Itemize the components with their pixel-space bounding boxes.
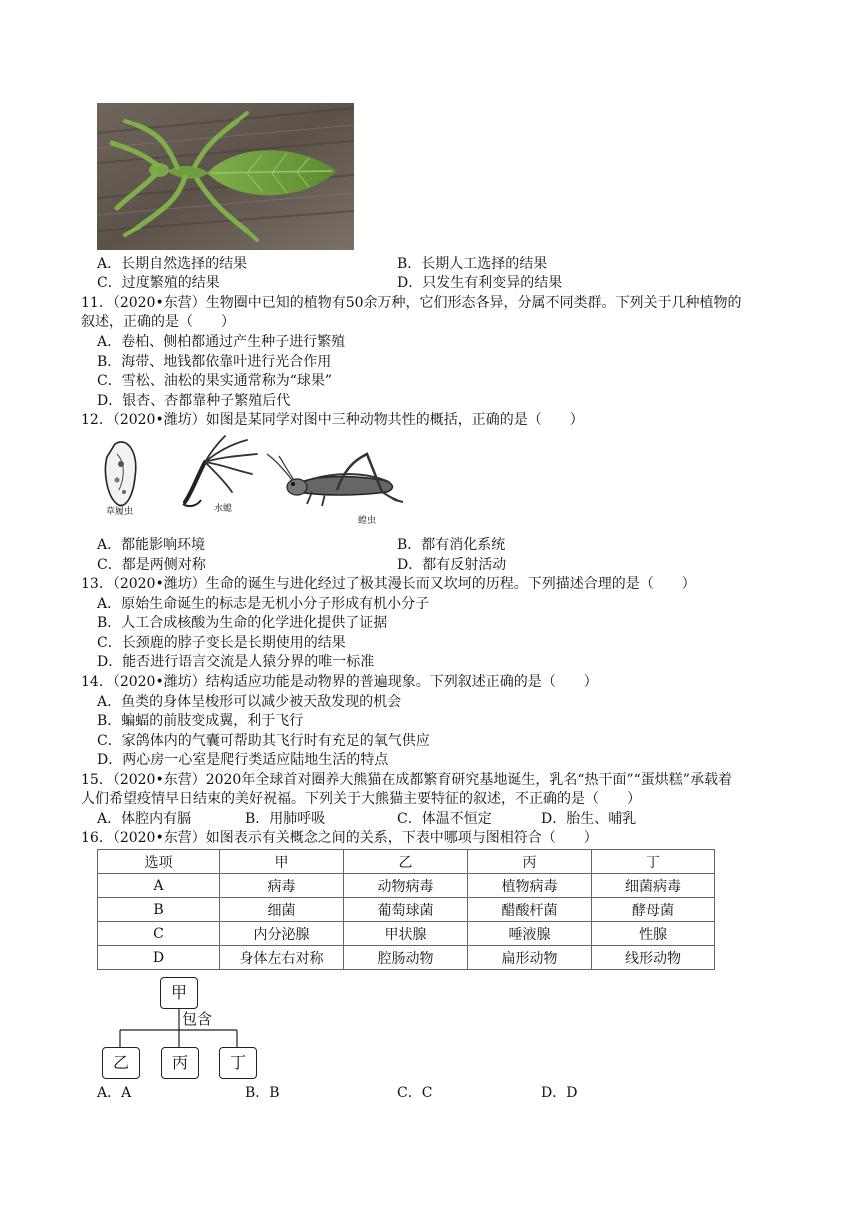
table-cell: D (98, 946, 220, 970)
q14-option-a: A．鱼类的身体呈梭形可以减少被天敌发现的机会 (97, 694, 402, 710)
q16-option-c: C．C (397, 1085, 433, 1101)
table-cell: 葡萄球菌 (344, 898, 468, 922)
table-row (98, 898, 715, 922)
table-cell: 腔肠动物 (344, 946, 468, 970)
concept-table (97, 849, 715, 970)
q13-option-b: B．人工合成核酸为生命的化学进化提供了证据 (97, 615, 388, 631)
q15-stem-line1: 15．（2020•东营）2020年全球首对圈养大熊猫在成都繁育研究基地诞生，乳名“热干面”“蛋烘糕”承载着 (81, 772, 732, 788)
locust-icon (267, 454, 403, 506)
q10-option-b: B．长期人工选择的结果 (397, 256, 548, 272)
q11-option-d: D．银杏、杏都靠种子繁殖后代 (97, 393, 291, 409)
diagram-node-jia: 甲 (160, 977, 198, 1009)
locust-label: 蝗虫 (358, 516, 377, 526)
q14-option-d: D．两心房一心室是爬行类适应陆地生活的特点 (97, 752, 389, 768)
table-row (98, 874, 715, 898)
table-cell: 细菌 (220, 898, 344, 922)
q11-stem-line2: 叙述，正确的是（ ） (81, 314, 235, 330)
leaf-insect-photo (97, 103, 354, 250)
q10-option-c: C．过度繁殖的结果 (97, 275, 220, 291)
q11-option-a: A．卷柏、侧柏都通过产生种子进行繁殖 (97, 334, 346, 350)
table-cell: 身体左右对称 (220, 946, 344, 970)
q16-option-a: A．A (97, 1085, 132, 1101)
table-row (98, 946, 715, 970)
table-header-cell: 选项 (98, 850, 220, 874)
diagram-relation-label: 包含 (182, 1010, 213, 1028)
q11-option-b: B．海带、地钱都依靠叶进行光合作用 (97, 354, 332, 370)
q12-option-a: A．都能影响环境 (97, 537, 206, 553)
table-cell: B (98, 898, 220, 922)
q13-option-a: A．原始生命诞生的标志是无机小分子形成有机小分子 (97, 596, 430, 612)
table-cell: C (98, 922, 220, 946)
table-cell: 线形动物 (592, 946, 715, 970)
table-cell: 细菌病毒 (592, 874, 715, 898)
q16-option-b: B．B (245, 1085, 280, 1101)
diagram-node-bing: 丙 (161, 1047, 199, 1079)
q13-option-c: C．长颈鹿的脖子变长是长期使用的结果 (97, 635, 346, 651)
q15-option-a: A．体腔内有膈 (97, 811, 192, 827)
table-cell: 病毒 (220, 874, 344, 898)
q13-stem: 13．（2020•潍坊）生命的诞生与进化经过了极其漫长而又坎坷的历程。下列描述合理的是（ ） (81, 576, 696, 592)
hydra-icon (183, 436, 257, 506)
table-row (98, 922, 715, 946)
leaf-insect-image (97, 103, 354, 250)
diagram-node-yi: 乙 (102, 1047, 140, 1079)
q10-option-a: A．长期自然选择的结果 (97, 256, 248, 272)
table-cell: 植物病毒 (468, 874, 592, 898)
table-header-cell: 乙 (344, 850, 468, 874)
table-header-cell: 丙 (468, 850, 592, 874)
q11-stem-line1: 11．（2020•东营）生物圈中已知的植物有50余万种，它们形态各异，分属不同类群。下列关于几种植物的 (81, 295, 742, 311)
diagram-node-ding: 丁 (219, 1047, 257, 1079)
table-cell: 内分泌腺 (220, 922, 344, 946)
paramecium-icon (105, 442, 135, 506)
q12-option-b: B．都有消化系统 (397, 537, 506, 553)
q12-option-d: D．都有反射活动 (397, 557, 507, 573)
table-header-cell: 甲 (220, 850, 344, 874)
q10-option-d: D．只发生有利变异的结果 (397, 275, 563, 291)
q13-option-d: D．能否进行语言交流是人猿分界的唯一标准 (97, 654, 375, 670)
q15-stem-line2: 人们希望疫情早日结束的美好祝福。下列关于大熊猫主要特征的叙述，不正确的是（ ） (81, 791, 641, 807)
table-cell: 扁形动物 (468, 946, 592, 970)
q14-option-b: B．蝙蝠的前肢变成翼，利于飞行 (97, 713, 304, 729)
q12-option-c: C．都是两侧对称 (97, 557, 206, 573)
q12-stem: 12．（2020•潍坊）如图是某同学对图中三种动物共性的概括，正确的是（ ） (81, 412, 584, 428)
table-header-cell: 丁 (592, 850, 715, 874)
q16-stem: 16．（2020•东营）如图表示有关概念之间的关系，下表中哪项与图相符合（ ） (81, 830, 598, 846)
q16-option-d: D．D (541, 1085, 578, 1101)
q15-option-b: B．用肺呼吸 (245, 811, 326, 827)
table-cell: 唾液腺 (468, 922, 592, 946)
table-cell: 性腺 (592, 922, 715, 946)
table-cell: 动物病毒 (344, 874, 468, 898)
q11-option-c: C．雪松、油松的果实通常称为“球果” (97, 373, 333, 389)
q15-option-d: D．胎生、哺乳 (541, 811, 637, 827)
paramecium-label: 草履虫 (106, 507, 134, 517)
table-header-row (98, 850, 715, 874)
table-cell: 甲状腺 (344, 922, 468, 946)
table-cell: A (98, 874, 220, 898)
table-cell: 醋酸杆菌 (468, 898, 592, 922)
q14-option-c: C．家鸽体内的气囊可帮助其飞行时有充足的氧气供应 (97, 733, 430, 749)
concept-diagram (98, 975, 258, 1083)
q15-option-c: C．体温不恒定 (397, 811, 492, 827)
hydra-label: 水螅 (214, 504, 233, 514)
q14-stem: 14．（2020•潍坊）结构适应功能是动物界的普遍现象。下列叙述正确的是（ ） (81, 674, 598, 690)
table-cell: 酵母菌 (592, 898, 715, 922)
